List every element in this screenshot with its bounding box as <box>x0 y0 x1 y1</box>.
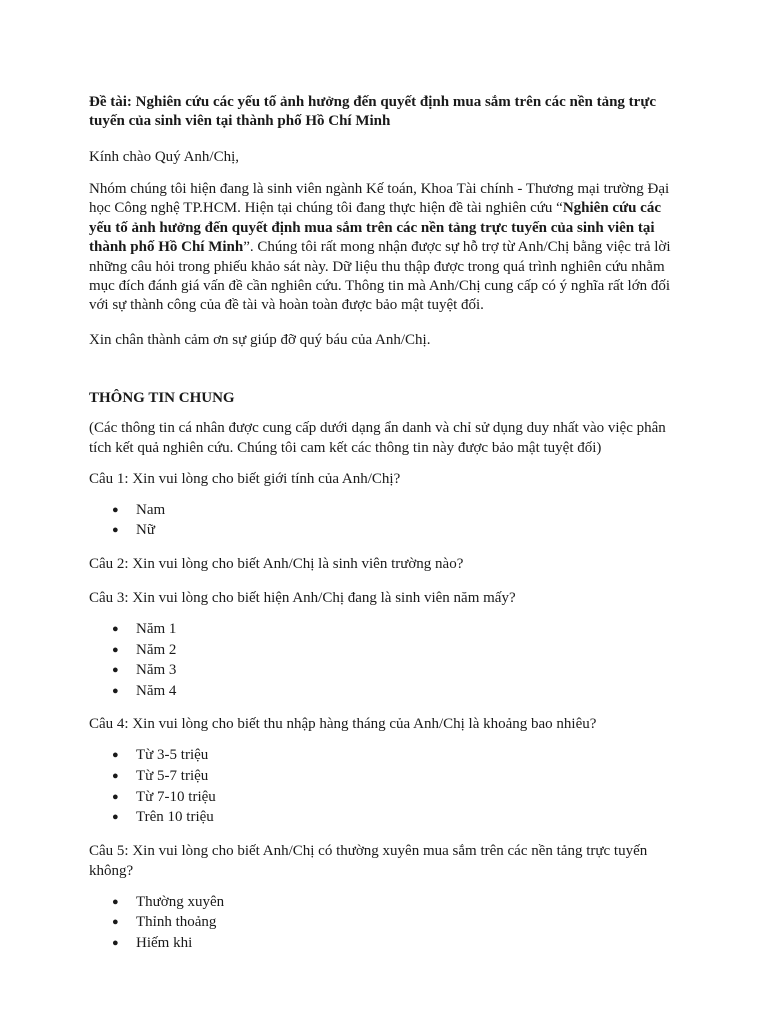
bullet-icon: ● <box>112 811 119 824</box>
question-3-options <box>89 619 681 701</box>
bullet-icon: ● <box>112 664 119 677</box>
document-page <box>89 93 681 967</box>
list-item <box>112 681 681 702</box>
option-label: Thỉnh thoảng <box>136 914 217 931</box>
list-item <box>112 807 681 828</box>
privacy-note: (Các thông tin cá nhân được cung cấp dưới dạng ẩn danh và chỉ sử dụng duy nhất vào việc phân tích kết quả nghiên cứu. Chúng tôi cam kết các thông tin này được bảo mật tuyệt đối) <box>89 419 666 456</box>
bullet-icon: ● <box>112 916 119 929</box>
question-5: Câu 5: Xin vui lòng cho biết Anh/Chị có thường xuyên mua sắm trên các nền tảng trực tuyến không? <box>89 842 648 879</box>
list-item <box>112 500 681 521</box>
question-1: Câu 1: Xin vui lòng cho biết giới tính của Anh/Chị? <box>89 470 401 487</box>
option-label: Năm 1 <box>136 621 177 638</box>
section-heading: THÔNG TIN CHUNG <box>89 389 235 406</box>
list-item <box>112 766 681 787</box>
question-3: Câu 3: Xin vui lòng cho biết hiện Anh/Chị đang là sinh viên năm mấy? <box>89 590 516 607</box>
bullet-icon: ● <box>112 895 119 908</box>
question-5-options <box>89 892 681 954</box>
option-label: Từ 7-10 triệu <box>136 788 216 805</box>
option-label: Thường xuyên <box>136 893 225 910</box>
list-item <box>112 660 681 681</box>
bullet-icon: ● <box>112 936 119 949</box>
intro-bold-topic: Nghiên cứu các yếu tố ảnh hưởng đến quyết định mua sắm trên các nền tảng trực tuyến của sinh viên tại thành phố Hồ Chí Minh <box>89 200 661 256</box>
bullet-icon: ● <box>112 524 119 537</box>
option-label: Năm 2 <box>136 641 177 658</box>
option-label: Nữ <box>136 522 155 539</box>
question-4-options <box>89 745 681 827</box>
list-item <box>112 520 681 541</box>
greeting-text: Kính chào Quý Anh/Chị, <box>89 149 239 165</box>
option-label: Nam <box>136 501 166 518</box>
bullet-icon: ● <box>112 623 119 636</box>
bullet-icon: ● <box>112 770 119 782</box>
option-label: Năm 3 <box>136 662 177 679</box>
question-1-options <box>89 500 681 541</box>
intro-text-part1: Nhóm chúng tôi hiện đang là sinh viên ngành Kế toán, Khoa Tài chính - Thương mại trường Đại học Công nghệ TP.HCM. Hiện tại chúng tôi đang thực hiện đề tài nghiên cứu “ <box>89 181 670 217</box>
option-label: Trên 10 triệu <box>136 809 214 826</box>
list-item <box>112 787 681 808</box>
intro-paragraph <box>89 180 681 316</box>
question-4: Câu 4: Xin vui lòng cho biết thu nhập hàng tháng của Anh/Chị là khoảng bao nhiêu? <box>89 716 597 733</box>
thanks-text: Xin chân thành cảm ơn sự giúp đỡ quý báu của Anh/Chị. <box>89 331 431 348</box>
bullet-icon: ● <box>112 790 119 803</box>
bullet-icon: ● <box>112 503 119 516</box>
list-item <box>112 892 681 913</box>
list-item <box>112 619 681 640</box>
list-item <box>112 933 681 954</box>
list-item <box>112 745 681 766</box>
bullet-icon: ● <box>112 643 119 656</box>
intro-text-part2: ”. Chúng tôi rất mong nhận được sự hỗ trợ từ Anh/Chị bằng việc trả lời những câu hỏi trong phiếu khảo sát này. Dữ liệu thu thập được trong quá trình nghiên cứu nhằm mục đích đánh giá vấn đề cần nghiên cứu. Thông tin mà Anh/Chị cung cấp có ý nghĩa rất lớn đối với sự thành công của đề tài và hoàn toàn được bảo mật tuyệt đối. <box>89 239 671 314</box>
bullet-icon: ● <box>112 684 119 697</box>
question-2: Câu 2: Xin vui lòng cho biết Anh/Chị là sinh viên trường nào? <box>89 556 464 573</box>
list-item <box>112 640 681 661</box>
option-label: Từ 5-7 triệu <box>136 768 209 784</box>
option-label: Hiếm khi <box>136 934 193 951</box>
option-label: Từ 3-5 triệu <box>136 747 209 764</box>
option-label: Năm 4 <box>136 682 177 699</box>
document-title: Đề tài: Nghiên cứu các yếu tố ảnh hưởng đến quyết định mua sắm trên các nền tảng trực tuyến của sinh viên tại thành phố Hồ Chí Minh <box>89 94 656 129</box>
list-item <box>112 912 681 933</box>
bullet-icon: ● <box>112 749 119 762</box>
